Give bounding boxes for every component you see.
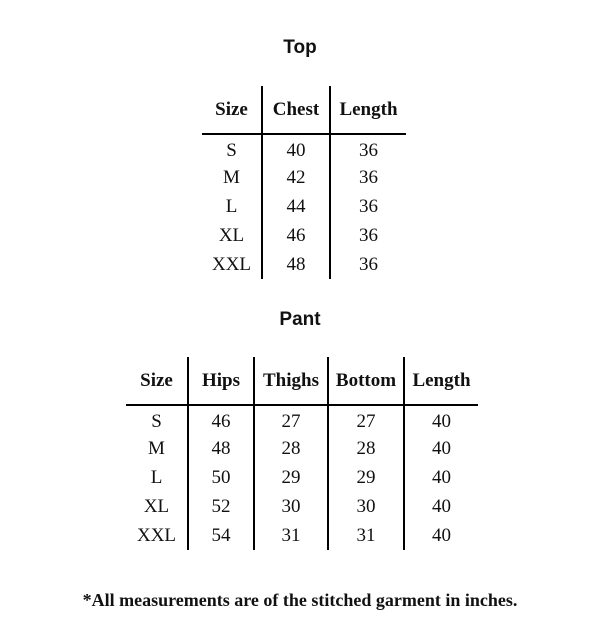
size-cell: M: [148, 437, 165, 459]
length-cell: 40: [404, 405, 478, 434]
hips-cell: 54: [188, 521, 254, 550]
length-cell: 40: [404, 434, 478, 463]
header-thighs: Thighs: [254, 357, 328, 405]
table-row: [126, 521, 478, 550]
bottom-cell: 28: [328, 434, 404, 463]
header-length: Length: [330, 86, 406, 134]
bottom-cell: 29: [328, 463, 404, 492]
table-row: [202, 250, 406, 279]
hips-cell: 52: [188, 492, 254, 521]
header-size: Size: [126, 357, 188, 405]
table-row: [202, 134, 406, 163]
length-cell: 40: [404, 463, 478, 492]
thighs-cell: 30: [254, 492, 328, 521]
table-header-row: [126, 357, 478, 405]
top-section-title: Top: [283, 37, 317, 58]
thighs-cell: 29: [254, 463, 328, 492]
chest-cell: 40: [262, 134, 330, 163]
length-cell: 40: [404, 492, 478, 521]
size-cell: S: [226, 139, 237, 161]
size-cell: L: [225, 195, 238, 217]
length-cell: 36: [330, 192, 406, 221]
size-cell: XXL: [211, 253, 252, 275]
length-cell: 36: [330, 134, 406, 163]
header-hips: Hips: [188, 357, 254, 405]
hips-cell: 46: [188, 405, 254, 434]
table-row: [126, 492, 478, 521]
bottom-cell: 31: [328, 521, 404, 550]
table-row: [202, 192, 406, 221]
header-bottom: Bottom: [328, 357, 404, 405]
length-cell: 36: [330, 250, 406, 279]
bottom-cell: 27: [328, 405, 404, 434]
measurement-footnote: *All measurements are of the stitched garment in inches.: [82, 590, 518, 610]
header-length: Length: [404, 357, 478, 405]
pant-section-title: Pant: [279, 309, 321, 330]
size-cell: M: [223, 166, 240, 188]
table-row: [202, 221, 406, 250]
header-size: Size: [202, 86, 262, 134]
header-chest: Chest: [262, 86, 330, 134]
hips-cell: 48: [188, 434, 254, 463]
chest-cell: 46: [262, 221, 330, 250]
thighs-cell: 31: [254, 521, 328, 550]
table-row: [126, 463, 478, 492]
size-cell: XL: [143, 495, 170, 517]
table-header-row: [202, 86, 406, 134]
size-cell: S: [151, 410, 162, 432]
size-cell: XL: [218, 224, 245, 246]
bottom-cell: 30: [328, 492, 404, 521]
thighs-cell: 28: [254, 434, 328, 463]
table-row: [202, 163, 406, 192]
table-row: [126, 434, 478, 463]
chest-cell: 42: [262, 163, 330, 192]
size-cell: XXL: [136, 524, 177, 546]
pant-size-table: [126, 357, 478, 550]
thighs-cell: 27: [254, 405, 328, 434]
top-size-table: [202, 86, 406, 279]
length-cell: 36: [330, 221, 406, 250]
hips-cell: 50: [188, 463, 254, 492]
length-cell: 40: [404, 521, 478, 550]
length-cell: 36: [330, 163, 406, 192]
chest-cell: 44: [262, 192, 330, 221]
table-row: [126, 405, 478, 434]
chest-cell: 48: [262, 250, 330, 279]
size-cell: L: [150, 466, 163, 488]
